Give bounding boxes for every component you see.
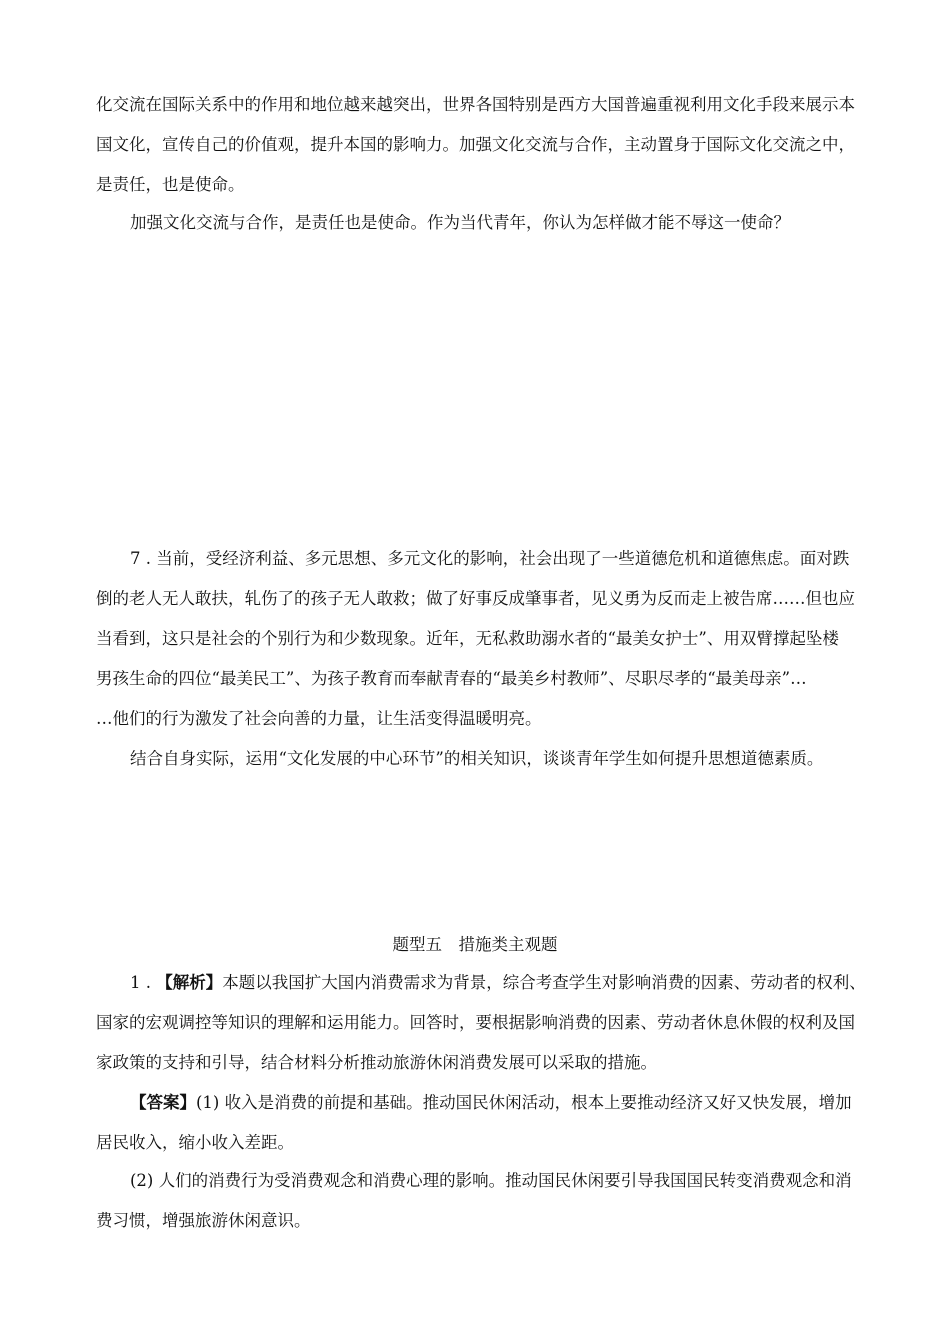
question-7-line: 男孩生命的四位“最美民工”、为孩子教育而奉献青春的“最美乡村教师”、尽职尽孝的“最美母亲”… xyxy=(96,669,807,688)
answer-1-analysis-line xyxy=(0,966,950,1000)
paragraph-line: 是责任，也是使命。 xyxy=(96,175,245,194)
section-title: 题型五 措施类主观题 xyxy=(392,935,558,954)
question-7-line: 当看到，这只是社会的个别行为和少数现象。近年，无私救助溺水者的“最美女护士”、用双臂撑起坠楼 xyxy=(96,629,839,648)
answer-line xyxy=(0,1086,950,1120)
answer-text: (1) 收入是消费的前提和基础。推动国民休闲活动，根本上要推动经济又好又快发展，增加 xyxy=(196,1093,852,1112)
paragraph-line: 化交流在国际关系中的作用和地位越来越突出，世界各国特别是西方大国普遍重视利用文化手段来展示本 xyxy=(96,95,855,114)
question-7-prompt: 结合自身实际，运用“文化发展的中心环节”的相关知识，谈谈青年学生如何提升思想道德素质。 xyxy=(130,749,824,768)
answer-number: 1 . xyxy=(130,973,157,992)
paragraph-line: 国文化，宣传自己的价值观，提升本国的影响力。加强文化交流与合作，主动置身于国际文化交流之中， xyxy=(96,135,855,154)
analysis-label: 【解析】 xyxy=(156,973,223,992)
answer-point-2-line: (2) 人们的消费行为受消费观念和消费心理的影响。推动国民休闲要引导我国国民转变消费观念和消 xyxy=(130,1171,852,1190)
answer-label: 【答案】 xyxy=(130,1093,196,1112)
question-7-line: 7 . 当前，受经济利益、多元思想、多元文化的影响，社会出现了一些道德危机和道德焦虑。面对跌 xyxy=(130,549,850,568)
analysis-text-line: 国家的宏观调控等知识的理解和运用能力。回答时，要根据影响消费的因素、劳动者休息休假的权利及国 xyxy=(96,1013,855,1032)
question-prompt: 加强文化交流与合作，是责任也是使命。作为当代青年，你认为怎样做才能不辱这一使命？ xyxy=(130,213,790,232)
analysis-text-line: 家政策的支持和引导，结合材料分析推动旅游休闲消费发展可以采取的措施。 xyxy=(96,1053,657,1072)
analysis-text: 本题以我国扩大国内消费需求为背景，综合考查学生对影响消费的因素、劳动者的权利、 xyxy=(222,973,866,992)
answer-point-2-line: 费习惯，增强旅游休闲意识。 xyxy=(96,1211,311,1230)
answer-text-line: 居民收入，缩小收入差距。 xyxy=(96,1133,294,1152)
question-7-line: …他们的行为激发了社会向善的力量，让生活变得温暖明亮。 xyxy=(96,709,542,728)
question-7-line: 倒的老人无人敢扶，轧伤了的孩子无人敢救；做了好事反成肇事者，见义勇为反而走上被告席……但也应 xyxy=(96,589,855,608)
